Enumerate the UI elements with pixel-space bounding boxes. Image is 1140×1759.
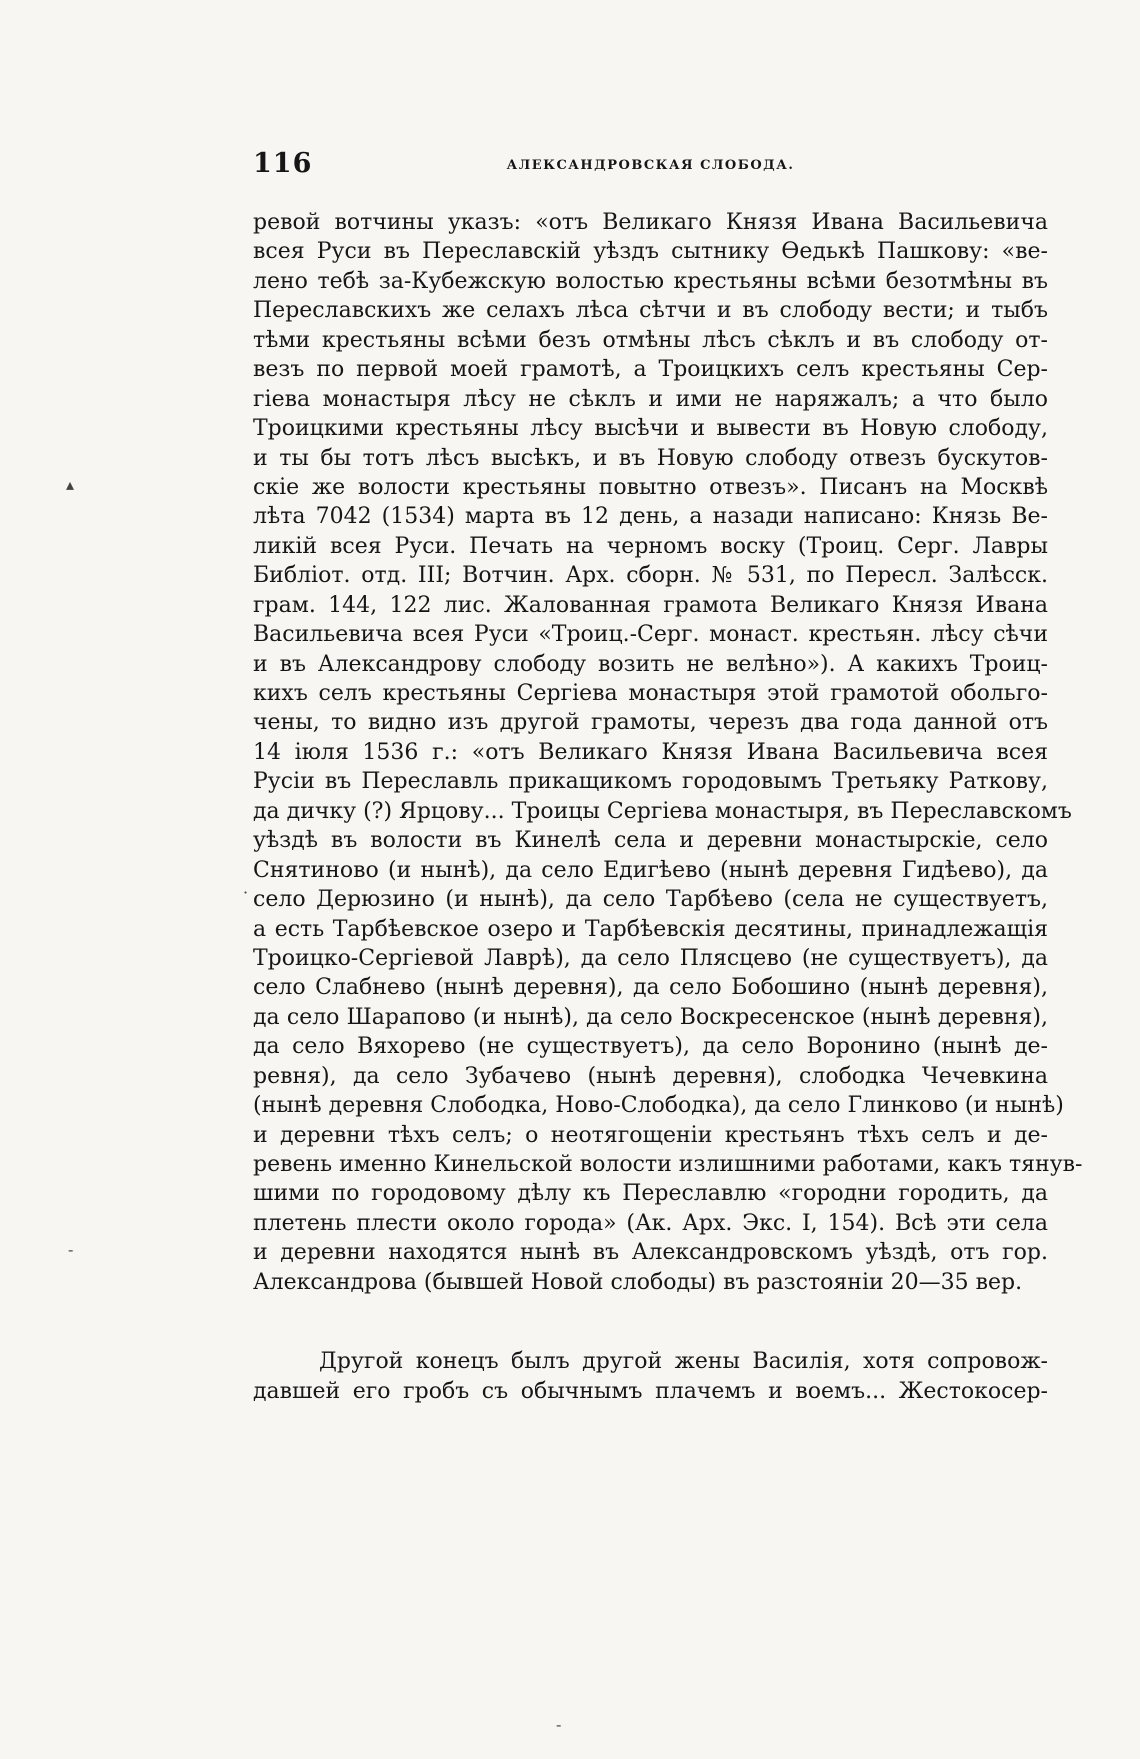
- paragraph-2: [253, 1347, 1048, 1406]
- text-line: лѣта 7042 (1534) марта въ 12 день, а назади написано: Князь Ве-: [253, 504, 1048, 530]
- paragraph-1: [253, 208, 1083, 1297]
- text-line: Васильевича всея Руси «Троиц.-Серг. монаст. крестьян. лѣсу сѣчи: [253, 622, 1048, 648]
- text-line: и въ Александрову слободу возить не велѣно»). А какихъ Троиц-: [253, 651, 1048, 677]
- text-line: кихъ селъ крестьяны Сергіева монастыря этой грамотой обольго-: [253, 681, 1048, 706]
- text-line: (нынѣ деревня Слободка, Ново-Слободка), да село Глинково (и нынѣ): [253, 1093, 1064, 1119]
- text-line: Снятиново (и нынѣ), да село Едигѣево (нынѣ деревня Гидѣево), да: [253, 857, 1048, 883]
- margin-speck: -: [556, 1715, 562, 1734]
- text-line: да село Вяхорево (не существуетъ), да село Воронино (нынѣ де-: [253, 1034, 1048, 1060]
- text-line: ревой вотчины указъ: «отъ Великаго Князя Ивана Васильевича: [253, 210, 1048, 235]
- text-line: ликій всея Руси. Печать на черномъ воску (Троиц. Серг. Лавры: [253, 533, 1048, 559]
- body-text: [253, 208, 1083, 1406]
- page-header: [253, 148, 1048, 182]
- text-line: скіе же волости крестьяны повытно отвезъ». Писанъ на Москвѣ: [253, 474, 1048, 500]
- text-line: Троицко-Сергіевой Лаврѣ), да село Плясцево (не существуетъ), да: [253, 945, 1048, 971]
- margin-speck: ·: [243, 883, 249, 902]
- text-line: тѣми крестьяны всѣми безъ отмѣны лѣсъ сѣклъ и въ слободу от-: [253, 327, 1048, 353]
- text-line: давшей его гробъ съ обычнымъ плачемъ и воемъ... Жестокосер-: [253, 1378, 1048, 1404]
- text-line: 14 іюля 1536 г.: «отъ Великаго Князя Ивана Васильевича всея: [253, 739, 1048, 765]
- text-line: грам. 144, 122 лис. Жалованная грамота Великаго Князя Ивана: [253, 592, 1048, 618]
- text-line: а есть Тарбѣевское озеро и Тарбѣевскія десятины, принадлежащія: [253, 916, 1048, 942]
- text-line: Переславскихъ же селахъ лѣса сѣтчи и въ слободу вести; и тыбъ: [253, 298, 1048, 324]
- text-line: везъ по первой моей грамотѣ, а Троицкихъ селъ крестьяны Сер-: [253, 357, 1048, 383]
- text-line: Троицкими крестьяны лѣсу высѣчи и вывести въ Новую слободу,: [253, 416, 1048, 442]
- text-line: Другой конецъ былъ другой жены Василія, хотя сопровож-: [319, 1349, 1048, 1375]
- text-line: уѣздѣ въ волости въ Кинелѣ села и деревни монастырскіе, село: [253, 828, 1048, 854]
- text-line: гіева монастыря лѣсу не сѣклъ и ими не наряжалъ; а что было: [253, 386, 1048, 412]
- text-line: всея Руси въ Переславскій уѣздъ сытнику Ѳедькѣ Пашкову: «ве-: [253, 239, 1048, 265]
- text-line: ревня), да село Зубачево (нынѣ деревня), слободка Чечевкина: [253, 1063, 1048, 1089]
- margin-speck: ▴: [66, 475, 75, 494]
- text-line: Библіот. отд. III; Вотчин. Арх. сборн. № 531, по Пересл. Залѣсск.: [253, 563, 1048, 589]
- text-line: да дичку (?) Ярцову... Троицы Сергіева монастыря, въ Переславскомъ: [253, 798, 1072, 824]
- text-line: Александрова (бывшей Новой слободы) въ разстояніи 20—35 вер.: [253, 1269, 1023, 1295]
- text-line: шими по городовому дѣлу къ Переславлю «городни городить, да: [253, 1181, 1048, 1207]
- text-line: ревень именно Кинельской волости излишними работами, какъ тянув-: [253, 1152, 1083, 1177]
- text-line: село Слабнево (нынѣ деревня), да село Бобошино (нынѣ деревня),: [253, 975, 1048, 1001]
- text-line: село Дерюзино (и нынѣ), да село Тарбѣево (села не существуетъ,: [253, 887, 1048, 913]
- text-line: и ты бы тотъ лѣсъ высѣкъ, и въ Новую слободу отвезъ бускутов-: [253, 445, 1048, 471]
- text-line: и деревни находятся нынѣ въ Александровскомъ уѣздѣ, отъ гор.: [253, 1240, 1048, 1266]
- text-line: да село Шарапово (и нынѣ), да село Воскресенское (нынѣ деревня),: [253, 1004, 1048, 1030]
- text-line: чены, то видно изъ другой грамоты, черезъ два года данной отъ: [253, 710, 1048, 736]
- text-line: и деревни тѣхъ селъ; о неотягощеніи крестьянъ тѣхъ селъ и де-: [253, 1122, 1048, 1148]
- text-line: Русіи въ Переславль прикащикомъ городовымъ Третьяку Раткову,: [253, 769, 1048, 795]
- paragraph-gap: [253, 1297, 1048, 1347]
- margin-speck: -: [68, 1240, 74, 1259]
- running-title: АЛЕКСАНДРОВСКАЯ СЛОБОДА.: [506, 158, 795, 173]
- text-line: лено тебѣ за-Кубежскую волостью крестьяны всѣми безотмѣны въ: [253, 268, 1048, 294]
- page-number: 116: [253, 148, 313, 179]
- text-line: плетень плести около города» (Ак. Арх. Экс. I, 154). Всѣ эти села: [253, 1210, 1048, 1236]
